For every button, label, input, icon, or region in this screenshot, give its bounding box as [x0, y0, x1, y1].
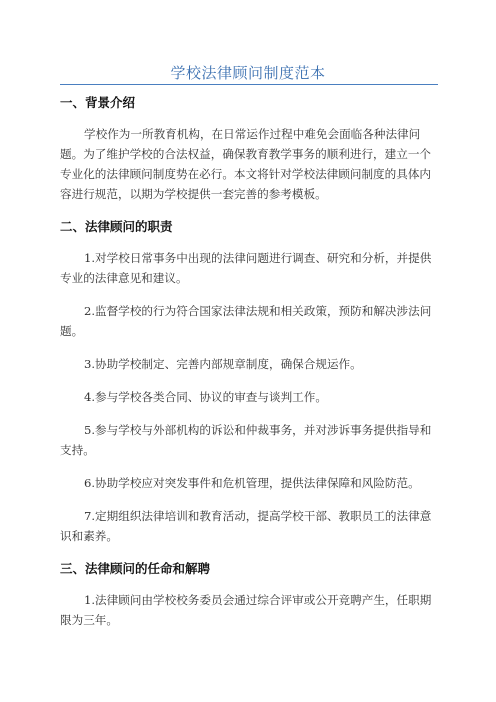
duty-item-6: 6.协助学校应对突发事件和危机管理，提供法律保障和风险防范。 [84, 476, 420, 490]
duty-item-7: 7.定期组织法律培训和教育活动，提高学校干部、教职员工的法律意识和素养。 [60, 509, 432, 543]
duty-item-3: 3.协助学校制定、完善内部规章制度，确保合规运作。 [84, 357, 362, 371]
duty-item-4: 4.参与学校各类合同、协议的审查与谈判工作。 [84, 390, 327, 404]
paragraph-background: 学校作为一所教育机构，在日常运作过程中难免会面临各种法律问题。为了维护学校的合法权益，确保教育教学事务的顺利进行，建立一个专业化的法律顾问制度势在必行。本文将针对学校法律顾问制度的具体内容进行规范，以期为学校提供一套完善的参考模板。 [60, 127, 432, 201]
section-heading-background: 一、背景介绍 [60, 95, 136, 110]
title-divider [60, 84, 438, 85]
document-body [60, 94, 442, 630]
appointment-item-1: 1.法律顾问由学校校务委员会通过综合评审或公开竞聘产生，任职期限为三年。 [60, 593, 432, 627]
section-heading-duties: 二、法律顾问的职责 [60, 219, 173, 234]
section-heading-appointment: 三、法律顾问的任命和解聘 [60, 561, 211, 576]
duty-item-2: 2.监督学校的行为符合国家法律法规和相关政策，预防和解决涉法问题。 [60, 304, 432, 338]
duty-item-5: 5.参与学校与外部机构的诉讼和仲裁事务，并对涉诉事务提供指导和支持。 [60, 423, 432, 457]
document-title: 学校法律顾问制度范本 [170, 64, 326, 82]
duty-item-1: 1.对学校日常事务中出现的法律问题进行调查、研究和分析，并提供专业的法律意见和建议。 [60, 251, 432, 285]
